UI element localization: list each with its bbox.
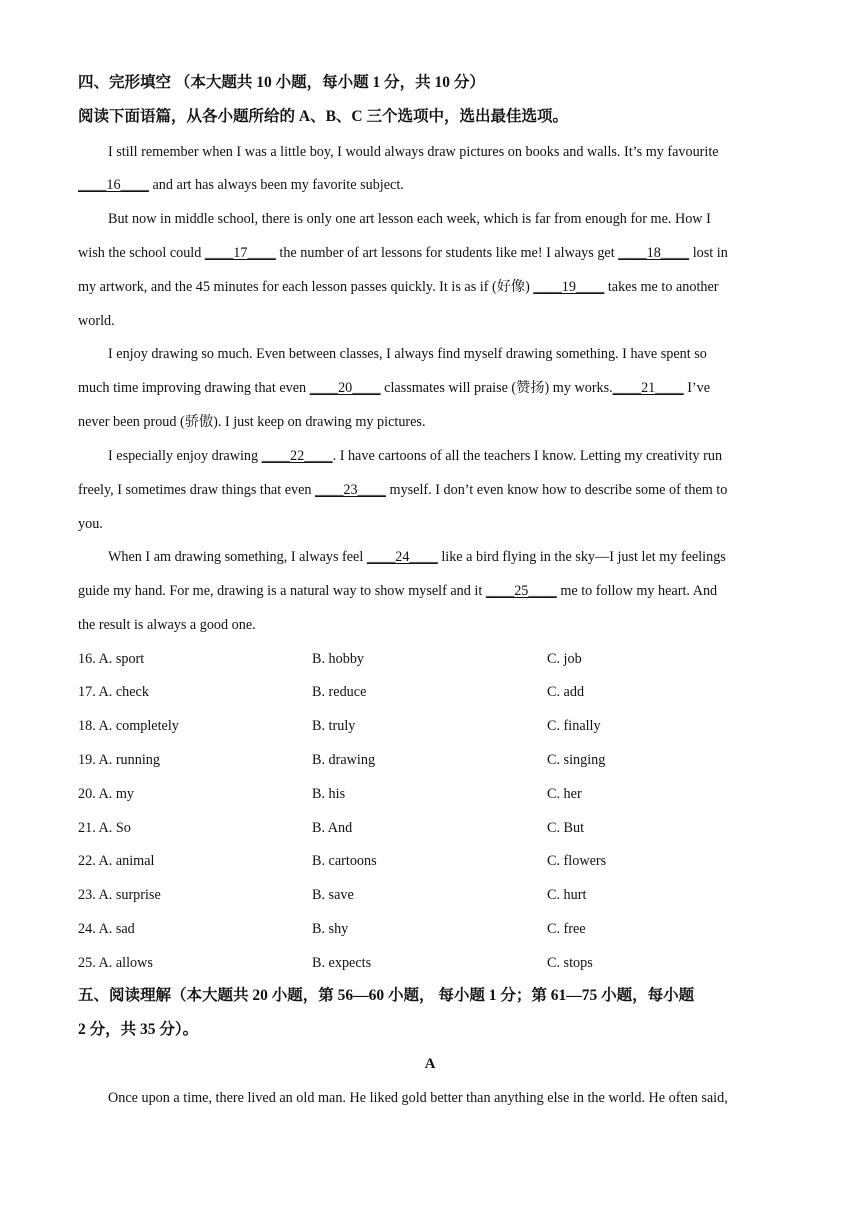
passage-text: . I have cartoons of all the teachers I know. Letting my creativity run: [332, 448, 723, 464]
option-b: B. shy: [312, 921, 349, 937]
passage-line: But now in middle school, there is only one art lesson each week, which is far from enough for me. How I: [108, 211, 711, 227]
option-c: C. singing: [547, 752, 606, 768]
passage-a-heading: A: [424, 1056, 436, 1072]
passage-text: I especially enjoy drawing: [108, 448, 262, 464]
section-4-title: 四、完形填空 （本大题共 10 小题，每小题 1 分，共 10 分）: [78, 74, 485, 91]
passage-line: [78, 175, 778, 195]
blank-19: ____19____: [533, 279, 605, 295]
passage-text: classmates will praise (赞扬) my works.: [380, 380, 613, 396]
question-23-options: [78, 885, 778, 905]
option-c: C. But: [547, 820, 585, 836]
passage-line: [108, 446, 808, 466]
option-a: 19. A. running: [78, 752, 160, 768]
option-b: B. cartoons: [312, 853, 377, 869]
option-a: 18. A. completely: [78, 718, 179, 734]
option-c: C. add: [547, 684, 585, 700]
passage-line: the result is always a good one.: [78, 617, 256, 633]
option-c: C. free: [547, 921, 586, 937]
passage-text: freely, I sometimes draw things that even: [78, 482, 316, 498]
section-4-instruction: 阅读下面语篇，从各小题所给的 A、B、C 三个选项中，选出最佳选项。: [78, 108, 568, 125]
passage-line: [78, 378, 778, 398]
passage-line: Once upon a time, there lived an old man. He liked gold better than anything else in the world. He often said,: [108, 1090, 728, 1106]
blank-25: ____25____: [485, 583, 557, 599]
question-16-options: [78, 649, 778, 669]
passage-text: When I am drawing something, I always feel: [108, 549, 367, 565]
passage-text: lost in: [689, 245, 728, 261]
passage-line: world.: [78, 313, 115, 329]
blank-22: ____22____: [261, 448, 333, 464]
question-19-options: [78, 750, 778, 770]
option-a: 21. A. So: [78, 820, 131, 836]
blank-17: ____17____: [204, 245, 276, 261]
passage-text: and art has always been my favorite subject.: [148, 177, 404, 193]
passage-line: I still remember when I was a little boy, I would always draw pictures on books and walls. It’s my favourite: [108, 144, 719, 160]
option-b: B. hobby: [312, 651, 365, 667]
option-a: 22. A. animal: [78, 853, 155, 869]
option-b: B. truly: [312, 718, 356, 734]
option-a: 24. A. sad: [78, 921, 135, 937]
passage-text: takes me to another: [604, 279, 719, 295]
option-b: B. drawing: [312, 752, 376, 768]
option-b: B. his: [312, 786, 346, 802]
passage-line: [78, 277, 778, 297]
passage-line: [78, 581, 778, 601]
passage-line: you.: [78, 516, 103, 532]
option-b: B. reduce: [312, 684, 367, 700]
option-c: C. finally: [547, 718, 601, 734]
blank-16: ____16____: [78, 177, 149, 193]
passage-text: much time improving drawing that even: [78, 380, 310, 396]
option-b: B. expects: [312, 955, 372, 971]
question-25-options: [78, 953, 778, 973]
passage-text: I’ve: [683, 380, 711, 396]
option-a: 17. A. check: [78, 684, 149, 700]
passage-line: I enjoy drawing so much. Even between classes, I always find myself drawing something. I have spent so: [108, 346, 707, 362]
option-c: C. hurt: [547, 887, 587, 903]
option-a: 20. A. my: [78, 786, 134, 802]
passage-text: wish the school could: [78, 245, 205, 261]
passage-line: [108, 547, 808, 567]
question-20-options: [78, 784, 778, 804]
passage-text: the number of art lessons for students like me! I always get: [275, 245, 619, 261]
option-b: B. And: [312, 820, 353, 836]
passage-line: [78, 480, 778, 500]
option-c: C. job: [547, 651, 582, 667]
blank-23: ____23____: [315, 482, 386, 498]
question-17-options: [78, 682, 778, 702]
passage-text: like a bird flying in the sky—I just let my feelings: [437, 549, 726, 565]
option-c: C. stops: [547, 955, 593, 971]
section-5-title-line-2: 2 分，共 35 分）。: [78, 1021, 199, 1038]
option-b: B. save: [312, 887, 354, 903]
question-18-options: [78, 716, 778, 736]
passage-line: never been proud (骄傲). I just keep on drawing my pictures.: [78, 414, 426, 430]
blank-21: ____21____: [612, 380, 684, 396]
question-21-options: [78, 818, 778, 838]
blank-24: ____24____: [366, 549, 438, 565]
question-24-options: [78, 919, 778, 939]
section-5-title-line-1: 五、阅读理解（本大题共 20 小题，第 56—60 小题， 每小题 1 分；第 61—75 小题，每小题: [78, 987, 695, 1004]
passage-text: guide my hand. For me, drawing is a natural way to show myself and it: [78, 583, 486, 599]
passage-text: me to follow my heart. And: [556, 583, 718, 599]
passage-line: [78, 243, 778, 263]
blank-18: ____18____: [618, 245, 690, 261]
option-c: C. flowers: [547, 853, 607, 869]
question-22-options: [78, 851, 778, 871]
option-c: C. her: [547, 786, 582, 802]
option-a: 25. A. allows: [78, 955, 153, 971]
passage-text: myself. I don’t even know how to describe some of them to: [385, 482, 728, 498]
blank-20: ____20____: [309, 380, 381, 396]
option-a: 23. A. surprise: [78, 887, 161, 903]
option-a: 16. A. sport: [78, 651, 145, 667]
passage-text: my artwork, and the 45 minutes for each lesson passes quickly. It is as if (好像): [78, 279, 534, 295]
